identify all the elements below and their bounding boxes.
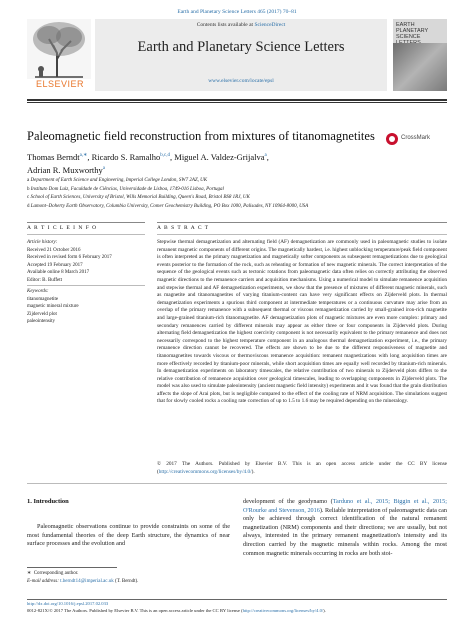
footer-license-line: 0012-821X/© 2017 The Authors. Published by Elsevier B.V. This is an open access article under the CC BY license (http://creativecommons.org/licenses/by/4.0/). <box>27 607 326 613</box>
header-divider <box>27 99 447 101</box>
elsevier-wordmark: ELSEVIER <box>35 79 85 89</box>
abstract-divider <box>157 222 447 223</box>
author-list: Thomas Berndt$^{a,∗}$, Ricardo S. Ramalho$^{b,c,d}$, Miguel A. Valdez-Grijalva$^a$, Adrian R. Muxworthy$^a$ <box>27 151 269 175</box>
sciencedirect-link[interactable]: ScienceDirect <box>254 22 286 28</box>
history-line: Received in revised form 6 February 2017 <box>27 255 112 260</box>
history-line: Editor: B. Buffett <box>27 277 63 283</box>
keyword-item: magnetic mineral mixture <box>27 304 79 309</box>
affiliation-line: c School of Earth Sciences, University of Bristol, Wills Memorial Building, Queen's Road, Bristol BS8 1RJ, UK <box>27 195 250 200</box>
article-title: Paleomagnetic field reconstruction from mixtures of titanomagnetites <box>27 129 375 143</box>
masthead <box>27 17 447 92</box>
abstract-copyright: © 2017 The Authors. Published by Elsevier B.V. This is an open access article under the CC BY license (http://creativecommons.org/licenses/by/4.0/). <box>157 461 447 475</box>
footnote-marker: ∗ <box>27 571 32 576</box>
article-info-heading: A R T I C L E I N F O <box>27 225 98 231</box>
author-affiliation-marker[interactable]: a <box>264 153 267 158</box>
footnote: ∗ Corresponding author. E-mail address: t.berndt14@imperial.ac.uk (T. Berndt). <box>27 571 139 584</box>
affiliation-line: d Lamont–Doherty Earth Observatory, Columbia University, Comer Geochemistry Building, PO Box 1000, Palisades, NY 10964-8000, USA <box>27 203 309 209</box>
history-line: Available online 8 March 2017 <box>27 270 90 275</box>
history-line: Received 21 October 2016 <box>27 247 81 253</box>
keywords-label: Keywords: <box>27 289 49 294</box>
intro-paragraph-right: development of the geodynamo (Tarduno et al., 2015; Biggin et al., 2015; O'Rourke and Stevenson, 2016). Reliable interpretation of paleomagnetic data can only be achieved through correct identification of the natural remanent magnetization (NRM) components and their directions; we are usually, but not always, interested in the primary remanent magnetization's intensity and its direction carried by the magnetic minerals within rocks. Among the most common magnetic minerals occurring in rocks are both stoi- <box>243 498 448 557</box>
citation-link[interactable]: Tarduno et al., 2015; Biggin et al., 2015; O'Rourke and Stevenson, 2016 <box>243 498 447 514</box>
info-subdivider <box>27 234 145 235</box>
author-affiliation-marker[interactable]: a,∗ <box>79 153 88 158</box>
contents-line <box>95 22 387 28</box>
corresponding-label: Corresponding author. <box>33 571 79 576</box>
keywords <box>27 288 145 326</box>
intro-paragraph-left: Paleomagnetic observations continue to provide constraints on some of the most fundamental theories of the deep Earth structure, the dynamics of near surface processes and the evolution and <box>27 523 230 548</box>
section-heading-introduction: 1. Introduction <box>27 498 69 505</box>
crossmark-label: CrossMark <box>401 135 431 141</box>
abstract-text: Stepwise thermal demagnetization and alternating field (AF) demagnetization are commonly used in paleomagnetic studies to isolate remanent magnetic components of different origins. The magnetically hardest, i.e. highest unblocking temperature/peak field component is often interpreted as the primary magnetization and magnetically softer components as subsequent remagnetizations due to geological events posterior to the formation of the rock, such as reheating or formation of new magnetic minerals. The correct interpretation of the sequence of the geological events such as tectonic rotations from paleomagnetic data often relies on correctly attributing the observed magnetic directions to the remanence carriers and acquisition mechanisms. Using a numerical model to simulate remanence acquisition and stepwise thermal and AF demagnetization experiments, we show that the presence of mixtures of different magnetic minerals, such as magnetite and titanomagnetites of varying titanium-content can have very significant effects on Zijderveld plots. In thermal demagnetization experiments a spurious third component at intermediate temperatures or a continuous curvature may arise from an overlap of the primary remanence with a subsequent thermal or viscous remagnetization carried by small-grained iron-rich magnetite and large-grained titanium-rich titanomagnetite. AF demagnetization plots of magnetic mixtures are even more complex: primary and secondary remanences carried by different minerals may appear as either three or four components in Zijderveld plots. During alternating field demagnetization the highest coercivity component is not necessarily equivalent to the primary remanence and does not necessarily correspond to the highest temperature component in an analogous thermal demagnetization experiment, i.e., the primary remanence direction cannot be recovered. The effects are shown to be due to the different responsiveness of magnetite and titanomagnetites towards viscous or thermoviscous remanence acquisition: remanent magnetizations with long acquisition times are more effectively recorded by titanium-poor minerals, while short acquisition times are equally well recorded by titanium-rich minerals. In demagnetization experiments on laboratory timescales, the relative contribution of two minerals to Zijderveld plots differs to the relative contribution of remanence acquisition over geological timescales, leading to overlapping components in Zijderveld plots. The model was also used to simulate paleointensity (ancient magnetic field intensity) experiments and it was found that the grain distribution affects the slope of Arai plots, but is negligible compared to the effect of the cooling rate of NRM acquisition. The simulations suggest that for slowly cooled rocks a cooling rate correction of up to 1.5 to 1.6 may be required depending on the mineralogy. <box>157 239 447 405</box>
footer <box>27 601 447 614</box>
author-name[interactable]: Adrian R. Muxworthy <box>27 164 103 175</box>
history-label: Article history: <box>27 240 58 245</box>
footnote-divider <box>27 567 117 568</box>
license-link[interactable]: http://creativecommons.org/licenses/by/4.0/ <box>158 468 252 475</box>
author-name[interactable]: Ricardo S. Ramalho <box>91 151 161 162</box>
author-affiliation-marker[interactable]: b,c,d <box>160 153 171 158</box>
affiliation-line: b Instituto Dom Luiz, Faculdade de Ciências, Universidade de Lisboa, 1749-016 Lisboa, Portugal <box>27 186 224 192</box>
info-divider <box>27 222 145 223</box>
keyword-item: Zijderveld plot <box>27 311 57 317</box>
journal-cover-thumbnail <box>393 19 447 91</box>
keyword-item: titanomagnetite <box>27 296 59 302</box>
email-label: E-mail address: <box>27 578 59 584</box>
keyword-item: paleointensity <box>27 319 56 324</box>
elsevier-tree-logo <box>27 19 91 79</box>
author-name[interactable]: Miguel A. Valdez-Grijalva <box>174 151 265 162</box>
article-history <box>27 239 145 284</box>
journal-url-link[interactable]: www.elsevier.com/locate/epsl <box>208 78 274 84</box>
footer-divider <box>27 599 447 600</box>
author-affiliation-marker[interactable]: a <box>102 165 106 171</box>
affiliations <box>27 177 447 211</box>
affiliation-line: a Department of Earth Science and Engineering, Imperial College London, SW7 2AZ, UK <box>27 178 208 183</box>
journal-reference[interactable]: Earth and Planetary Science Letters 465 (2017) 70–81 <box>177 9 297 15</box>
keywords-divider <box>27 285 145 286</box>
header-divider-thin <box>27 102 447 103</box>
crossmark-button[interactable] <box>386 133 446 147</box>
journal-title: Earth and Planetary Science Letters <box>137 39 345 55</box>
contents-prefix: Contents lists available at <box>196 22 255 28</box>
email-link[interactable]: t.berndt14@imperial.ac.uk <box>60 578 114 584</box>
doi-link[interactable]: http://dx.doi.org/10.1016/j.epsl.2017.02.033 <box>27 601 109 606</box>
history-line: Accepted 19 February 2017 <box>27 262 83 268</box>
footer-license-link[interactable]: http://creativecommons.org/licenses/by/4.0/ <box>242 607 324 613</box>
cover-title: EARTH PLANETARY SCIENCE <box>396 22 429 40</box>
abstract-heading: A B S T R A C T <box>157 225 210 231</box>
body-divider <box>27 483 447 484</box>
abstract-subdivider <box>157 234 447 235</box>
journal-banner <box>95 19 387 91</box>
cover-image <box>393 43 447 91</box>
crossmark-icon <box>386 133 398 145</box>
author-name[interactable]: Thomas Berndt <box>27 151 80 162</box>
